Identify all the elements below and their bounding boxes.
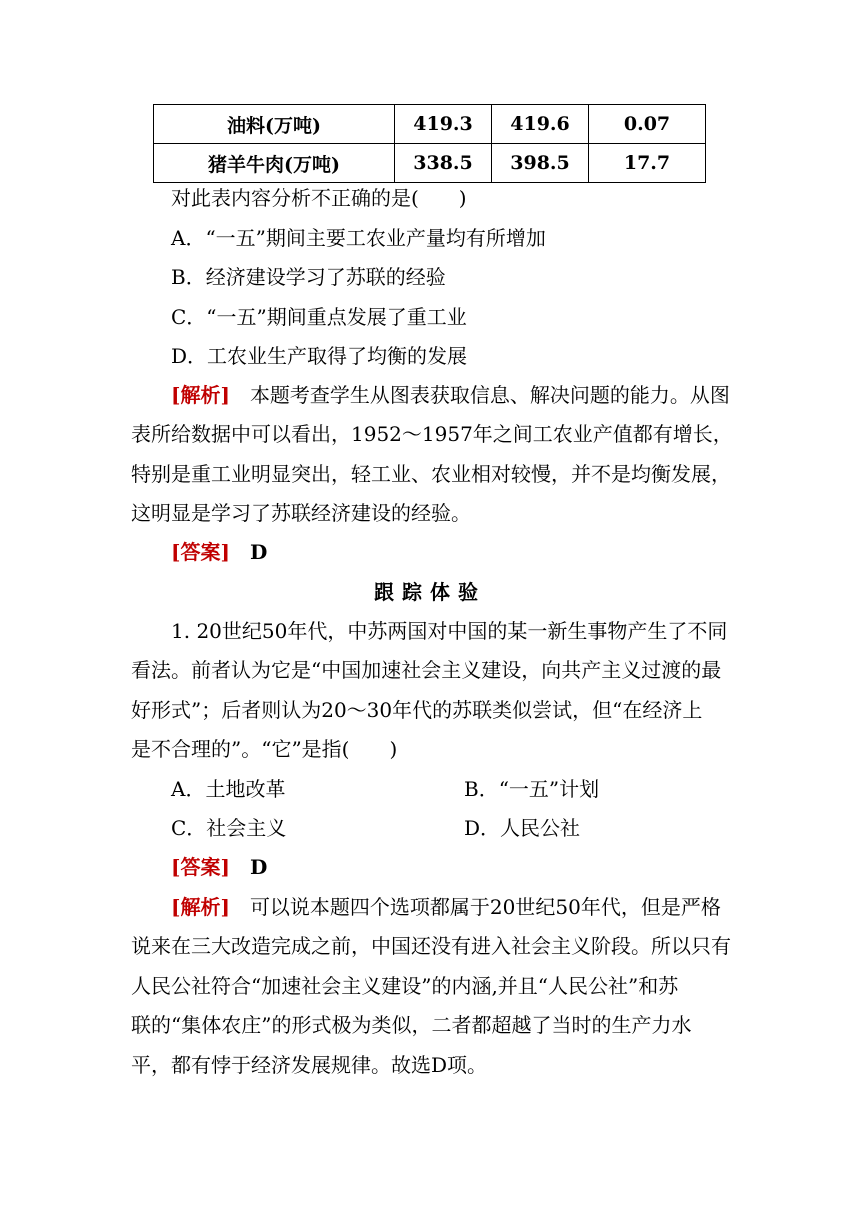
- answer-value: D: [249, 540, 268, 564]
- analysis-line-3: 特别是重工业明显突出，轻工业、农业相对较慢，并不是均衡发展，: [131, 462, 731, 486]
- exercise-stem-4: 是不合理的”。“它”是指( ): [131, 737, 398, 761]
- exercise-option-d: D．人民公社: [464, 816, 581, 840]
- table-row: [154, 105, 706, 144]
- table-cell: 猪羊牛肉(万吨): [154, 144, 395, 183]
- option-b: B．经济建设学习了苏联的经验: [171, 265, 446, 289]
- exercise-option-c: C．社会主义: [171, 816, 287, 840]
- option-c: C．“一五”期间重点发展了重工业: [171, 305, 467, 329]
- exercise-analysis-line-3: 人民公社符合“加速社会主义建设”的内涵,并且“人民公社”和苏: [131, 974, 679, 998]
- exercise-analysis-line-4: 联的“集体农庄”的形式极为类似，二者都超越了当时的生产力水: [131, 1013, 692, 1037]
- table-cell: 398.5: [492, 144, 589, 183]
- exercise-option-a: A．土地改革: [171, 777, 286, 801]
- table-cell: 419.6: [492, 105, 589, 144]
- exercise-analysis-line-2: 说来在三大改造完成之前，中国还没有进入社会主义阶段。所以只有: [131, 934, 731, 958]
- answer-line: [171, 532, 267, 572]
- table-cell: 17.7: [589, 144, 706, 183]
- exercise-answer-line: [171, 847, 267, 887]
- table-cell: 338.5: [395, 144, 492, 183]
- exercise-analysis-line-5: 平，都有悖于经济发展规律。故选D项。: [131, 1053, 488, 1077]
- analysis-tag: [解析]: [171, 383, 230, 407]
- exercise-option-b: B．“一五”计划: [464, 777, 600, 801]
- table-row: [154, 144, 706, 183]
- option-a: A．“一五”期间主要工农业产量均有所增加: [171, 226, 546, 250]
- analysis-text: 本题考查学生从图表获取信息、解决问题的能力。从图: [249, 383, 730, 407]
- table-cell: 0.07: [589, 105, 706, 144]
- answer-tag: [答案]: [171, 540, 230, 564]
- question-stem: 对此表内容分析不正确的是( ): [171, 186, 467, 210]
- production-table: [153, 104, 706, 183]
- analysis-line-4: 这明显是学习了苏联经济建设的经验。: [131, 501, 471, 525]
- exercise-stem-3: 好形式”；后者则认为20～30年代的苏联类似尝试，但“在经济上: [131, 698, 703, 722]
- analysis-text: 可以说本题四个选项都属于20世纪50年代，但是严格: [249, 895, 721, 919]
- analysis-tag: [解析]: [171, 895, 230, 919]
- table-cell: 油料(万吨): [154, 105, 395, 144]
- exercise-analysis-line-1: [171, 887, 721, 927]
- exercise-stem-1: 1. 20世纪50年代，中苏两国对中国的某一新生事物产生了不同: [171, 619, 728, 643]
- answer-tag: [答案]: [171, 855, 230, 879]
- section-title: 跟踪体验: [374, 580, 486, 604]
- analysis-line-2: 表所给数据中可以看出，1952～1957年之间工农业产值都有增长，: [131, 422, 733, 446]
- table-cell: 419.3: [395, 105, 492, 144]
- analysis-line-1: [171, 375, 730, 415]
- answer-value: D: [249, 855, 268, 879]
- exercise-stem-2: 看法。前者认为它是“中国加速社会主义建设，向共产主义过渡的最: [131, 658, 722, 682]
- option-d: D．工农业生产取得了均衡的发展: [171, 344, 468, 368]
